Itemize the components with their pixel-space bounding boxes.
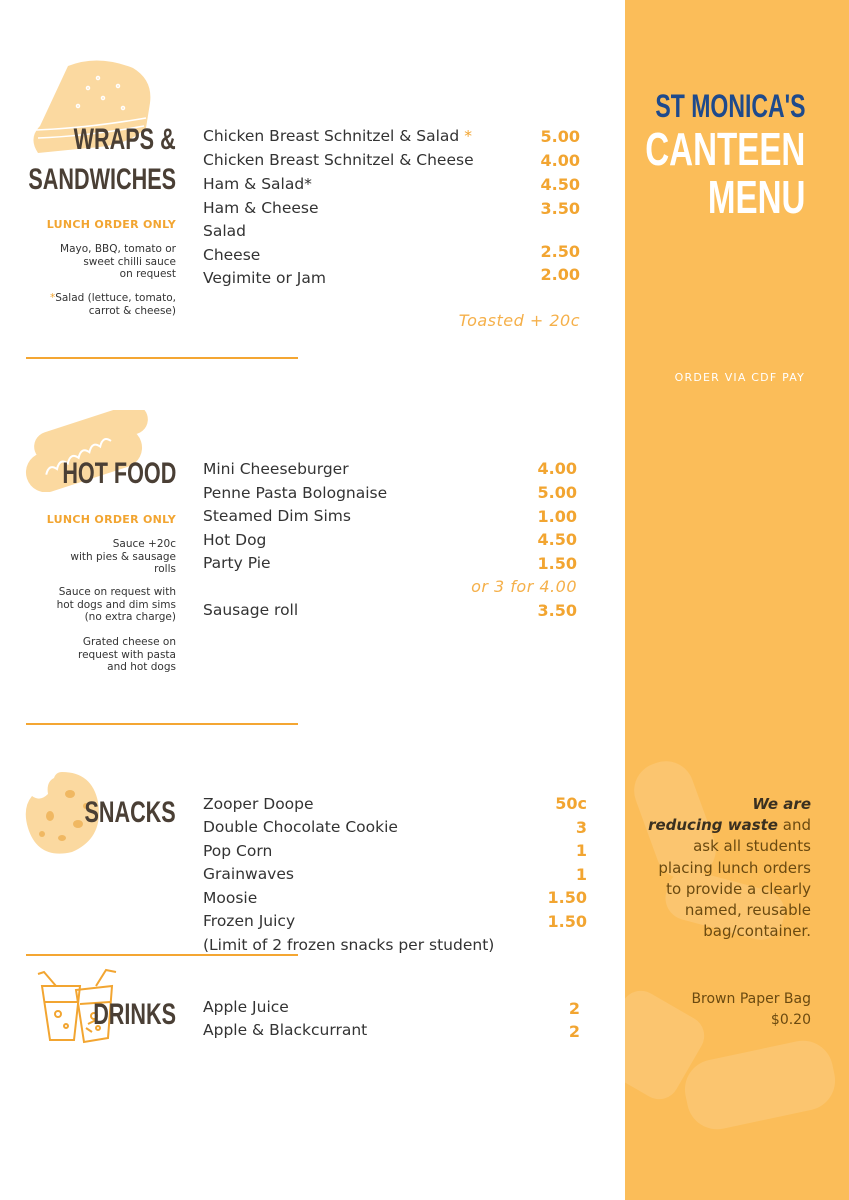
asterisk: * — [49, 292, 56, 304]
menu-item-name: Party Pie — [203, 554, 271, 572]
section-divider — [26, 723, 298, 725]
menu-item-price: 4.50 — [540, 175, 580, 194]
menu-item-price: 50c — [555, 794, 587, 813]
menu-item-price: 2.50 — [540, 242, 580, 261]
menu-item-name: Apple Juice — [203, 998, 289, 1016]
note-line: Mayo, BBQ, tomato or — [60, 243, 176, 255]
menu-item-name: Chicken Breast Schnitzel & Cheese — [203, 151, 474, 169]
note-line: request with pasta — [78, 648, 176, 661]
section-divider — [26, 954, 298, 956]
menu-item-price: 1.50 — [547, 912, 587, 931]
paper-bag-info — [640, 989, 811, 1031]
party-pie-deal: or 3 for 4.00 — [471, 577, 577, 596]
menu-item-name: Cheese — [203, 246, 261, 264]
section-title-wraps-2: SANDWICHES — [28, 163, 176, 196]
asterisk: * — [464, 127, 472, 145]
menu-item-price: 2.00 — [540, 265, 580, 284]
note-line: Sauce +20c — [112, 538, 176, 550]
menu-item-name: Steamed Dim Sims — [203, 507, 351, 525]
note-line: carrot & cheese) — [88, 304, 176, 317]
note-line: Sauce on request with — [58, 586, 176, 598]
menu-item — [203, 127, 472, 145]
menu-item-name: Apple & Blackcurrant — [203, 1021, 368, 1039]
brand-name: ST MONICA'S — [654, 88, 805, 124]
menu-item-name: Mini Cheeseburger — [203, 460, 349, 478]
menu-item-name: Penne Pasta Bolognaise — [203, 484, 388, 502]
section-title-drinks: DRINKS — [93, 998, 176, 1031]
menu-item-name: Frozen Juicy — [203, 912, 296, 930]
section-divider — [26, 357, 298, 359]
waste-notice-bold-1: We are — [752, 795, 811, 813]
menu-item-name: Pop Corn — [203, 842, 273, 860]
note-line: and hot dogs — [107, 661, 176, 673]
menu-item-name: Ham & Salad* — [203, 175, 312, 193]
menu-item-name: Moosie — [203, 889, 258, 907]
menu-item-price: 4.50 — [537, 530, 577, 549]
menu-title-menu: MENU — [707, 171, 805, 223]
menu-item-price: 1.50 — [547, 888, 587, 907]
menu-item-price: 1.00 — [537, 507, 577, 526]
waste-notice-bold-2: reducing waste — [648, 816, 778, 835]
menu-item-name: Grainwaves — [203, 865, 294, 883]
menu-item-name: Ham & Cheese — [203, 199, 319, 217]
note-line: (no extra charge) — [84, 611, 176, 623]
note-line: Grated cheese on — [82, 636, 176, 648]
wraps-sauce-note — [60, 243, 176, 281]
hot-food-sauce-note — [70, 538, 176, 576]
menu-item-price: 1 — [575, 865, 587, 884]
hot-food-free-sauce-note — [57, 586, 176, 624]
menu-item-price: 5.00 — [537, 483, 577, 502]
menu-item-price: 5.00 — [540, 127, 580, 146]
note-line: Salad (lettuce, tomato, — [55, 292, 176, 304]
menu-item-name: Double Chocolate Cookie — [203, 818, 398, 836]
note-line: with pies & sausage — [70, 550, 176, 563]
note-line: sweet chilli sauce — [83, 255, 176, 268]
hot-food-cheese-note — [78, 636, 176, 674]
menu-item-price: 3.50 — [540, 199, 580, 218]
wraps-salad-note — [50, 292, 176, 317]
menu-item-name: Chicken Breast Schnitzel & Salad — [203, 127, 460, 145]
section-title-wraps-1: WRAPS & — [73, 123, 176, 156]
note-line: on request — [119, 268, 176, 280]
menu-item-name: Salad — [203, 222, 246, 240]
lunch-order-only-label: LUNCH ORDER ONLY — [46, 218, 176, 231]
section-title-hot-food: HOT FOOD — [62, 457, 176, 490]
note-line: rolls — [154, 563, 176, 575]
order-instructions: ORDER VIA CDF PAY — [674, 371, 805, 384]
paper-bag-label: Brown Paper Bag — [691, 991, 811, 1007]
menu-title-canteen: CANTEEN — [644, 123, 805, 175]
section-title-snacks: SNACKS — [84, 796, 176, 829]
menu-item-name: Zooper Doope — [203, 795, 314, 813]
toasted-surcharge: Toasted + 20c — [458, 311, 580, 330]
menu-item-price: 2 — [568, 999, 580, 1018]
menu-item-price: 4.00 — [537, 459, 577, 478]
menu-item-name: Hot Dog — [203, 531, 267, 549]
menu-item-price: 3 — [575, 818, 587, 837]
paper-bag-price: $0.20 — [770, 1012, 811, 1028]
frozen-snack-limit-note: (Limit of 2 frozen snacks per student) — [203, 936, 495, 954]
menu-item-price: 4.00 — [540, 151, 580, 170]
lunch-order-only-label: LUNCH ORDER ONLY — [46, 513, 176, 526]
menu-item-price: 1 — [575, 841, 587, 860]
menu-item-price: 2 — [568, 1022, 580, 1041]
note-line: hot dogs and dim sims — [56, 598, 176, 611]
menu-item-name: Vegimite or Jam — [203, 269, 326, 287]
menu-item-name: Sausage roll — [203, 601, 299, 619]
menu-item-price: 3.50 — [537, 601, 577, 620]
waste-notice — [640, 794, 811, 942]
waste-notice-text: and ask all students placing lunch orders to provide a clearly named, reusable bag/container. — [658, 816, 811, 941]
menu-item-price: 1.50 — [537, 554, 577, 573]
